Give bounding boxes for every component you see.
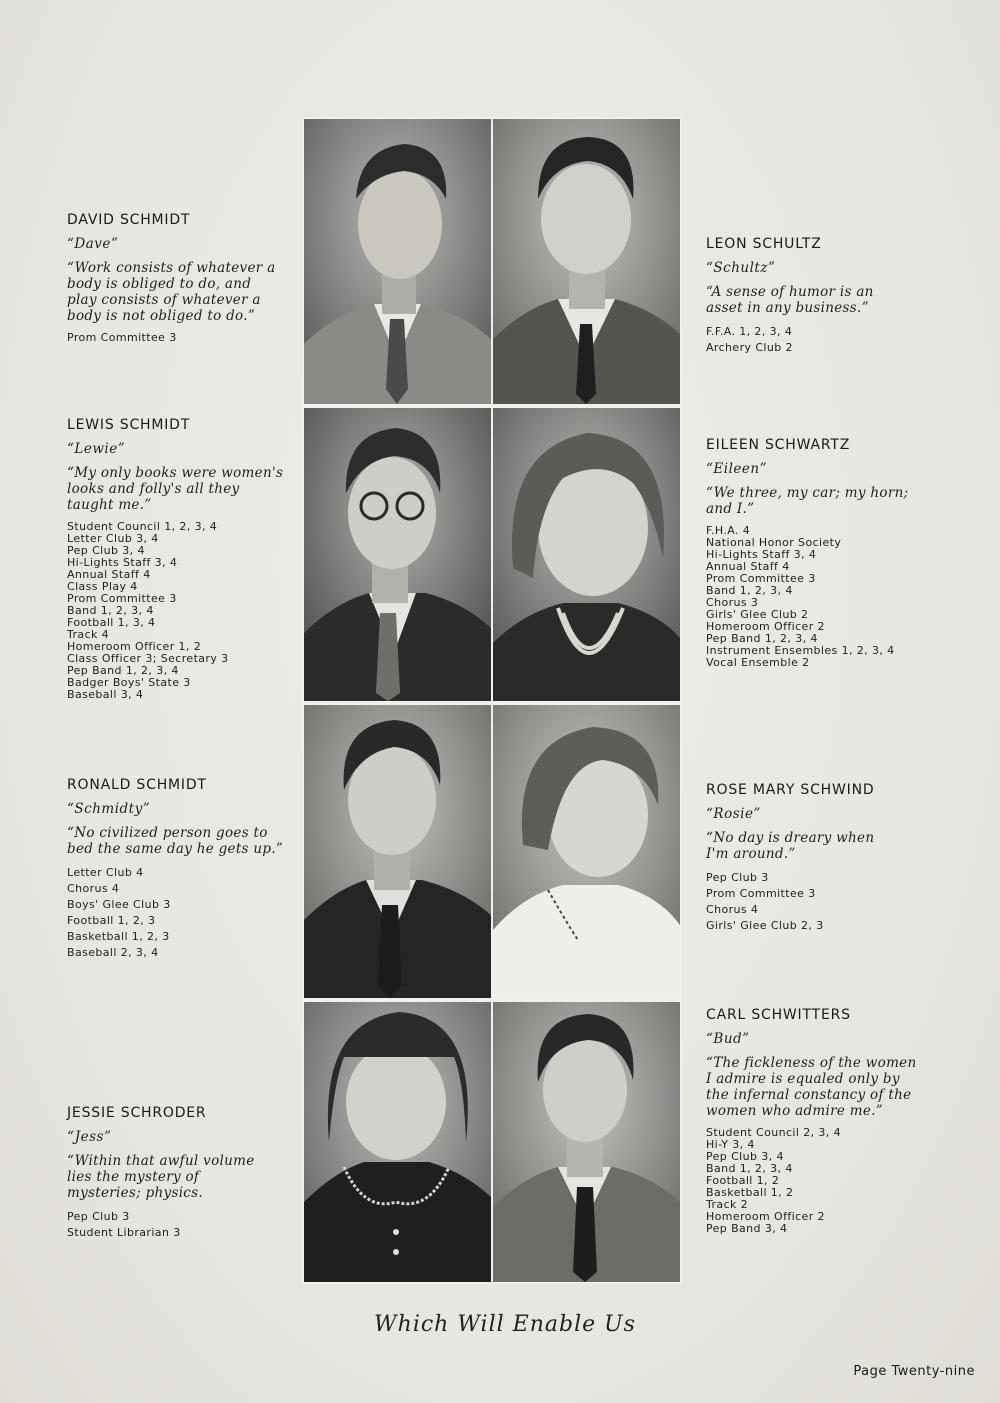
portrait-rose-mary-schwind bbox=[493, 705, 680, 998]
student-quote: “My only books were women's looks and folly's all they taught me.” bbox=[67, 465, 284, 513]
activity-item: Hi-Y 3, 4 bbox=[706, 1138, 755, 1151]
activity-list bbox=[67, 1209, 307, 1241]
portrait-lewis-schmidt bbox=[304, 408, 491, 701]
activity-item: Annual Staff 4 bbox=[706, 560, 790, 573]
activity-item: Instrument Ensembles 1, 2, 3, 4 bbox=[706, 644, 895, 657]
activity-item: Class Officer 3; Secretary 3 bbox=[67, 652, 229, 665]
activity-item: Class Play 4 bbox=[67, 580, 138, 593]
activity-item: Letter Club 4 bbox=[67, 866, 144, 879]
student-name: DAVID SCHMIDT bbox=[67, 212, 191, 228]
bio-jessie-schroder bbox=[67, 1105, 307, 1241]
student-name: LEON SCHULTZ bbox=[706, 236, 822, 252]
student-name: JESSIE SCHRODER bbox=[67, 1105, 207, 1121]
activity-item: Football 1, 2, 3 bbox=[67, 914, 156, 927]
portrait-eileen-schwartz bbox=[493, 408, 680, 701]
activity-item: Pep Club 3, 4 bbox=[67, 544, 145, 557]
student-quote: “We three, my car; my horn; and I.” bbox=[706, 485, 909, 517]
activity-item: F.H.A. 4 bbox=[706, 524, 751, 537]
activity-item: Vocal Ensemble 2 bbox=[706, 656, 810, 669]
activity-item: F.F.A. 1, 2, 3, 4 bbox=[706, 325, 793, 338]
activity-item: Hi-Lights Staff 3, 4 bbox=[67, 556, 178, 569]
activity-item: Track 2 bbox=[706, 1198, 749, 1211]
student-nickname: “Rosie” bbox=[706, 806, 761, 822]
student-nickname: “Schmidty” bbox=[67, 801, 151, 817]
activity-item: Prom Committee 3 bbox=[67, 331, 177, 344]
activity-list bbox=[706, 324, 946, 356]
activity-item: Pep Band 3, 4 bbox=[706, 1222, 788, 1235]
bio-eileen-schwartz bbox=[706, 437, 946, 669]
activity-item: Band 1, 2, 3, 4 bbox=[706, 584, 793, 597]
student-quote: “No day is dreary when I'm around.” bbox=[706, 830, 875, 862]
activity-item: National Honor Society bbox=[706, 536, 842, 549]
activity-item: Student Council 2, 3, 4 bbox=[706, 1126, 841, 1139]
bio-david-schmidt bbox=[67, 212, 307, 344]
bio-lewis-schmidt bbox=[67, 417, 307, 701]
student-nickname: “Schultz” bbox=[706, 260, 776, 276]
activity-item: Pep Club 3 bbox=[67, 1210, 130, 1223]
student-quote: “Work consists of whatever a body is obliged to do, and play consists of whatever a body is not obliged to do.” bbox=[67, 260, 276, 324]
activity-item: Prom Committee 3 bbox=[67, 592, 177, 605]
activity-item: Student Council 1, 2, 3, 4 bbox=[67, 520, 218, 533]
student-nickname: “Jess” bbox=[67, 1129, 112, 1145]
student-quote: “A sense of humor is an asset in any business.” bbox=[706, 284, 874, 316]
activity-item: Girls' Glee Club 2 bbox=[706, 608, 809, 621]
student-name: EILEEN SCHWARTZ bbox=[706, 437, 851, 453]
activity-item: Archery Club 2 bbox=[706, 341, 793, 354]
activity-item: Baseball 3, 4 bbox=[67, 688, 144, 701]
activity-item: Chorus 4 bbox=[67, 882, 120, 895]
activity-item: Baseball 2, 3, 4 bbox=[67, 946, 159, 959]
bio-carl-schwitters bbox=[706, 1007, 966, 1235]
student-name: ROSE MARY SCHWIND bbox=[706, 782, 875, 798]
student-nickname: “Lewie” bbox=[67, 441, 126, 457]
activity-item: Pep Band 1, 2, 3, 4 bbox=[67, 664, 179, 677]
page-number: Page Twenty-nine bbox=[853, 1364, 975, 1379]
activity-item: Girls' Glee Club 2, 3 bbox=[706, 919, 824, 932]
activity-item: Band 1, 2, 3, 4 bbox=[706, 1162, 793, 1175]
student-name: CARL SCHWITTERS bbox=[706, 1007, 851, 1023]
activity-item: Badger Boys' State 3 bbox=[67, 676, 191, 689]
student-nickname: “Eileen” bbox=[706, 461, 767, 477]
activity-item: Pep Club 3 bbox=[706, 871, 769, 884]
portrait-grid bbox=[302, 117, 682, 1284]
activity-item: Basketball 1, 2 bbox=[706, 1186, 794, 1199]
activity-item: Pep Club 3, 4 bbox=[706, 1150, 784, 1163]
portrait-carl-schwitters bbox=[493, 1002, 680, 1282]
activity-item: Homeroom Officer 1, 2 bbox=[67, 640, 202, 653]
student-quote: “The fickleness of the women I admire is equaled only by the infernal constancy of the women who admire me.” bbox=[706, 1055, 917, 1119]
activity-item: Hi-Lights Staff 3, 4 bbox=[706, 548, 817, 561]
activity-item: Pep Band 1, 2, 3, 4 bbox=[706, 632, 818, 645]
portrait-leon-schultz bbox=[493, 119, 680, 404]
activity-item: Student Librarian 3 bbox=[67, 1226, 181, 1239]
activity-item: Band 1, 2, 3, 4 bbox=[67, 604, 154, 617]
student-nickname: “Dave” bbox=[67, 236, 119, 252]
activity-item: Prom Committee 3 bbox=[706, 572, 816, 585]
portrait-david-schmidt bbox=[304, 119, 491, 404]
activity-list bbox=[706, 1127, 966, 1235]
activity-item: Boys' Glee Club 3 bbox=[67, 898, 171, 911]
bio-ronald-schmidt bbox=[67, 777, 307, 961]
bio-leon-schultz bbox=[706, 236, 946, 356]
activity-item: Chorus 4 bbox=[706, 903, 759, 916]
activity-list bbox=[67, 521, 307, 701]
activity-item: Letter Club 3, 4 bbox=[67, 532, 159, 545]
activity-item: Prom Committee 3 bbox=[706, 887, 816, 900]
activity-list bbox=[706, 870, 946, 934]
activity-list bbox=[706, 525, 946, 669]
student-nickname: “Bud” bbox=[706, 1031, 750, 1047]
activity-list bbox=[67, 332, 307, 344]
activity-list bbox=[67, 865, 307, 961]
student-name: RONALD SCHMIDT bbox=[67, 777, 207, 793]
activity-item: Track 4 bbox=[67, 628, 110, 641]
portrait-jessie-schroder bbox=[304, 1002, 491, 1282]
portrait-ronald-schmidt bbox=[304, 705, 491, 998]
student-name: LEWIS SCHMIDT bbox=[67, 417, 191, 433]
bio-rose-mary-schwind bbox=[706, 782, 946, 934]
activity-item: Homeroom Officer 2 bbox=[706, 620, 825, 633]
student-quote: “No civilized person goes to bed the same day he gets up.” bbox=[67, 825, 284, 857]
activity-item: Homeroom Officer 2 bbox=[706, 1210, 825, 1223]
student-quote: “Within that awful volume lies the mystery of mysteries; physics. bbox=[67, 1153, 255, 1201]
activity-item: Chorus 3 bbox=[706, 596, 759, 609]
activity-item: Basketball 1, 2, 3 bbox=[67, 930, 170, 943]
activity-item: Football 1, 3, 4 bbox=[67, 616, 156, 629]
activity-item: Annual Staff 4 bbox=[67, 568, 151, 581]
page-footer-title: Which Will Enable Us bbox=[374, 1312, 636, 1337]
activity-item: Football 1, 2 bbox=[706, 1174, 780, 1187]
